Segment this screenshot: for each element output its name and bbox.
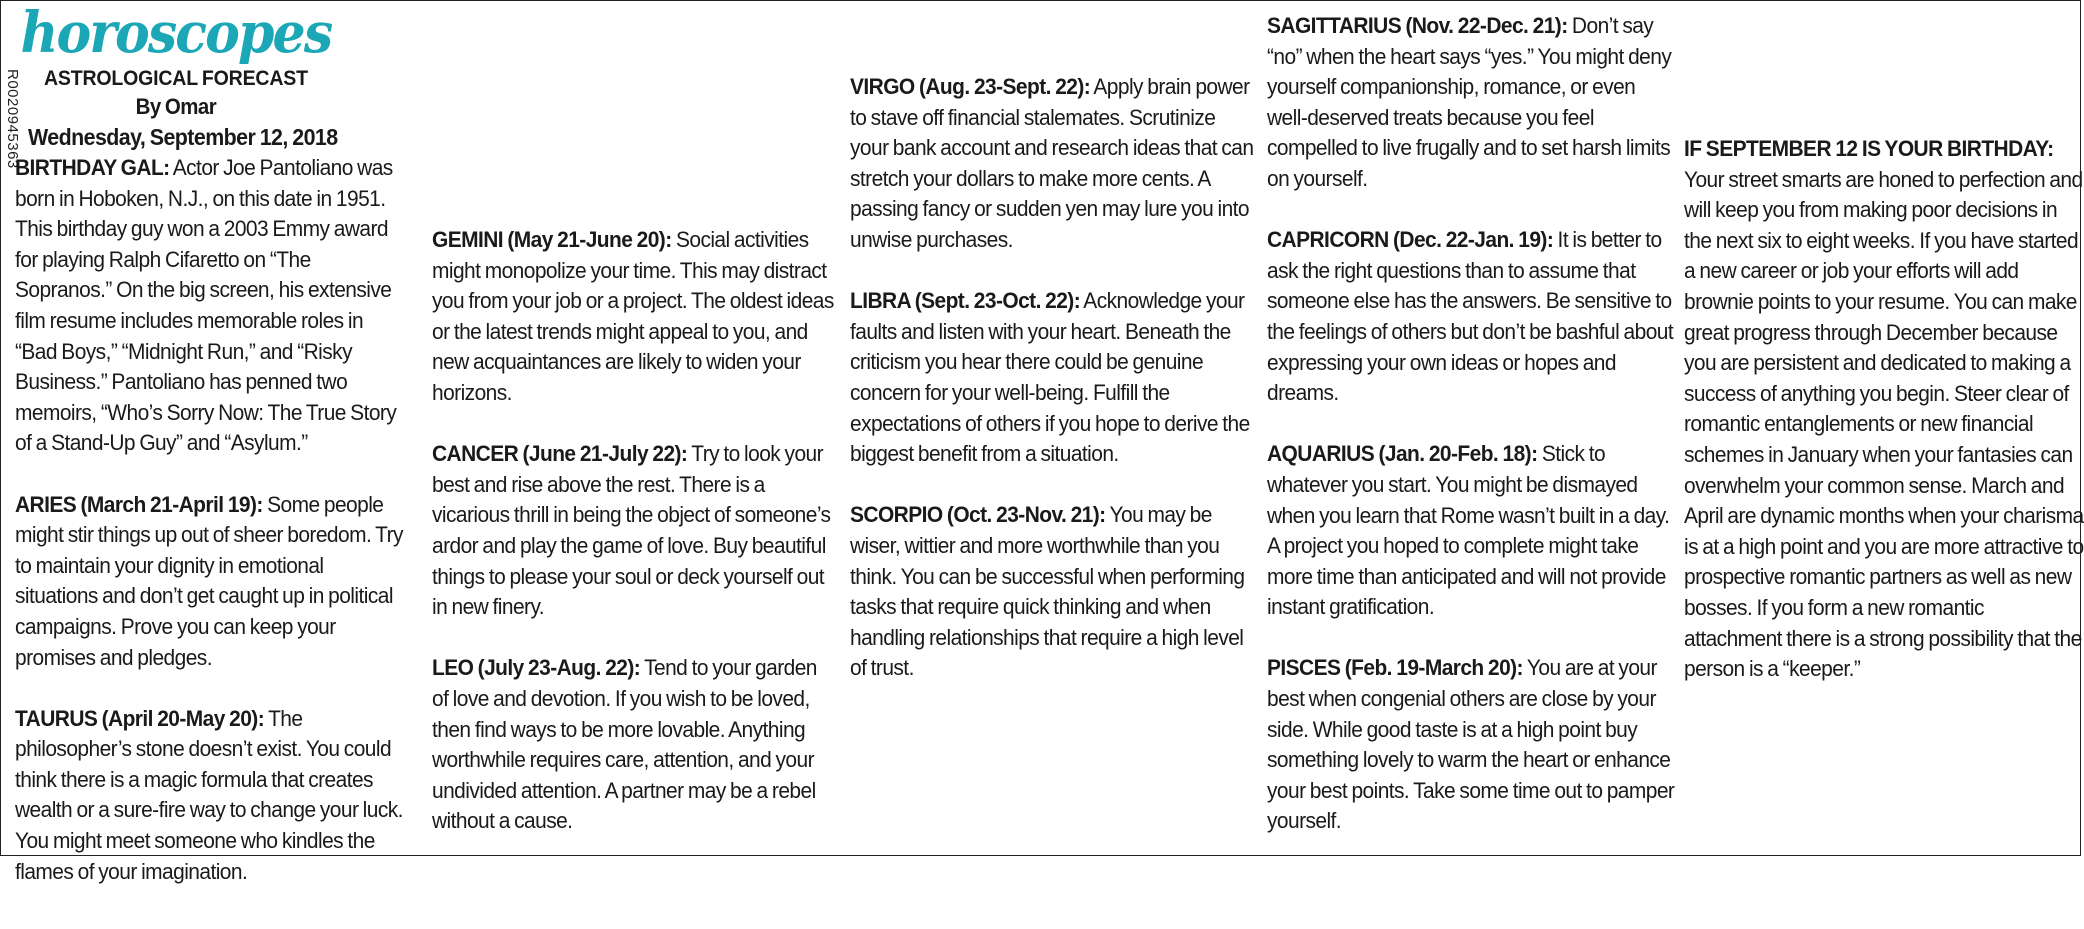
entry-leo bbox=[432, 653, 837, 837]
entry-pisces bbox=[1267, 653, 1676, 837]
entry-text: Acknowledge your faults and listen with your heart. Beneath the criticism you hear there could be genuine concern for your well-being. Fulfill the expectations of others if you hope to derive the biggest benefit from a situation. bbox=[850, 288, 1250, 467]
entry-heading: ARIES (March 21-April 19): bbox=[15, 491, 263, 517]
entry-text: Tend to your garden of love and devotion. If you wish to be loved, then find ways to be more lovable. Anything worthwhile requires care, attention, and your undivided attention. A partner may be a rebel without a cause. bbox=[432, 655, 817, 834]
entry-heading: CANCER (June 21-July 22): bbox=[432, 441, 688, 467]
entry-libra bbox=[850, 286, 1255, 470]
entry-heading: IF SEPTEMBER 12 IS YOUR BIRTHDAY: bbox=[1684, 136, 2054, 161]
entry-text: The philosopher’s stone doesn’t exist. You could think there is a magic formula that creates wealth or a sure-fire way to change your luck. You might meet someone who kindles the flames of your imagination. bbox=[15, 705, 403, 884]
entry-birthday-gal bbox=[15, 153, 406, 459]
column-4 bbox=[1267, 11, 1676, 837]
entry-text: You are at your best when congenial others are close by your side. While good taste is at a high point buy something lovely to warm the heart or enhance your best points. Take some time out to pamper yourself. bbox=[1267, 655, 1675, 834]
byline: By Omar bbox=[135, 94, 217, 119]
column-5 bbox=[1684, 11, 2084, 682]
forecast-subtitle: ASTROLOGICAL FORECAST bbox=[43, 67, 308, 90]
column-3 bbox=[850, 11, 1255, 681]
entry-scorpio bbox=[850, 500, 1255, 684]
entry-aries bbox=[15, 490, 406, 674]
entry-birthday-forecast bbox=[1684, 134, 2084, 685]
entry-text: You may be wiser, wittier and more worthwhile than you think. You can be successful when performing tasks that require quick thinking and when handling relationships that require a high level of trust. bbox=[850, 502, 1245, 681]
entry-text: Don’t say “no” when the heart says “yes.” You might deny yourself companionship, romance, or even well-deserved treats because you feel compelled to live frugally and to set harsh limits on yourself. bbox=[1267, 13, 1672, 191]
entry-heading: SAGITTARIUS (Nov. 22-Dec. 21): bbox=[1267, 13, 1568, 38]
masthead bbox=[15, 1, 374, 153]
column-1 bbox=[15, 1, 406, 887]
entry-capricorn bbox=[1267, 225, 1676, 409]
column-2 bbox=[432, 11, 837, 929]
entry-heading: GEMINI (May 21-June 20): bbox=[432, 227, 672, 252]
entry-heading: CAPRICORN (Dec. 22-Jan. 19): bbox=[1267, 227, 1554, 253]
entry-heading: BIRTHDAY GAL: bbox=[15, 155, 170, 180]
column-2-flow bbox=[432, 225, 837, 837]
serial-number: R0020945363 bbox=[4, 69, 21, 169]
entry-aquarius bbox=[1267, 439, 1676, 623]
column-5-flow bbox=[1684, 134, 2084, 685]
entry-heading: VIRGO (Aug. 23-Sept. 22): bbox=[850, 74, 1091, 99]
dateline: Wednesday, September 12, 2018 bbox=[28, 124, 338, 150]
entry-heading: LIBRA (Sept. 23-Oct. 22): bbox=[850, 288, 1081, 314]
horoscopes-logo: horoscopes bbox=[20, 0, 332, 66]
entry-text: Actor Joe Pantoliano was born in Hoboken, N.J., on this date in 1951. This birthday guy won a 2003 Emmy award for playing Ralph Cifaretto on “The Sopranos.” On the big screen, his extensive film resume includes memorable roles in “Bad Boys,” “Midnight Run,” and “Risky Business.” Pantoliano has penned two memoirs, “Who’s Sorry Now: The True Story of a Stand-Up Guy” and “Asylum.” bbox=[15, 155, 397, 456]
entry-text: Some people might stir things up out of sheer boredom. Try to maintain your dignity in emotional situations and don’t get caught up in political campaigns. Prove you can keep your promises and pledges. bbox=[15, 491, 403, 670]
entry-text: Social activities might monopolize your time. This may distract you from your job or a project. The oldest ideas or the latest trends might appeal to you, and new acquaintances are likely to widen your horizons. bbox=[432, 227, 834, 405]
entry-taurus bbox=[15, 704, 406, 888]
entry-text: Try to look your best and rise above the rest. There is a vicarious thrill in being the object of someone’s ardor and play the game of love. Buy beautiful things to please your soul or deck yourself out in new finery. bbox=[432, 441, 831, 620]
entry-virgo bbox=[850, 72, 1255, 256]
entry-text: Apply brain power to stave off financial stalemates. Scrutinize your bank account and research ideas that can stretch your dollars to make more cents. A passing fancy or sudden yen may lure you into unwise purchases. bbox=[850, 74, 1254, 252]
column-3-flow bbox=[850, 72, 1255, 684]
entry-text: Your street smarts are honed to perfection and will keep you from making poor decisions in the next six to eight weeks. If you have started a new career or job your efforts will add brownie points to your resume. You can make great progress through December because you are persistent and dedicated to making a success of anything you begin. Steer clear of romantic entanglements or new financial schemes in January when your fantasies can overwhelm your common sense. March and April are dynamic months when your charisma is at a high point and you are more attractive to prospective romantic partners as well as new bosses. If you form a new romantic attachment there is a strong possibility that the person is a “keeper.” bbox=[1684, 166, 2084, 682]
entry-sagittarius bbox=[1267, 11, 1676, 195]
entry-heading: SCORPIO (Oct. 23-Nov. 21): bbox=[850, 502, 1106, 528]
entry-text: It is better to ask the right questions than to assume that someone else has the answers. Be sensitive to the feelings of others but don’t be bashful about expressing your own ideas or hopes and dreams. bbox=[1267, 227, 1674, 406]
entry-heading: PISCES (Feb. 19-March 20): bbox=[1267, 655, 1523, 681]
entry-heading: TAURUS (April 20-May 20): bbox=[15, 705, 265, 731]
entry-heading: AQUARIUS (Jan. 20-Feb. 18): bbox=[1267, 441, 1538, 467]
entry-heading: LEO (July 23-Aug. 22): bbox=[432, 655, 641, 681]
entry-text: Stick to whatever you start. You might be dismayed when you learn that Rome wasn’t built in a day. A project you hoped to complete might take more time than anticipated and will not provide instant gratification. bbox=[1267, 441, 1670, 620]
entry-gemini bbox=[432, 225, 837, 409]
entry-cancer bbox=[432, 439, 837, 623]
